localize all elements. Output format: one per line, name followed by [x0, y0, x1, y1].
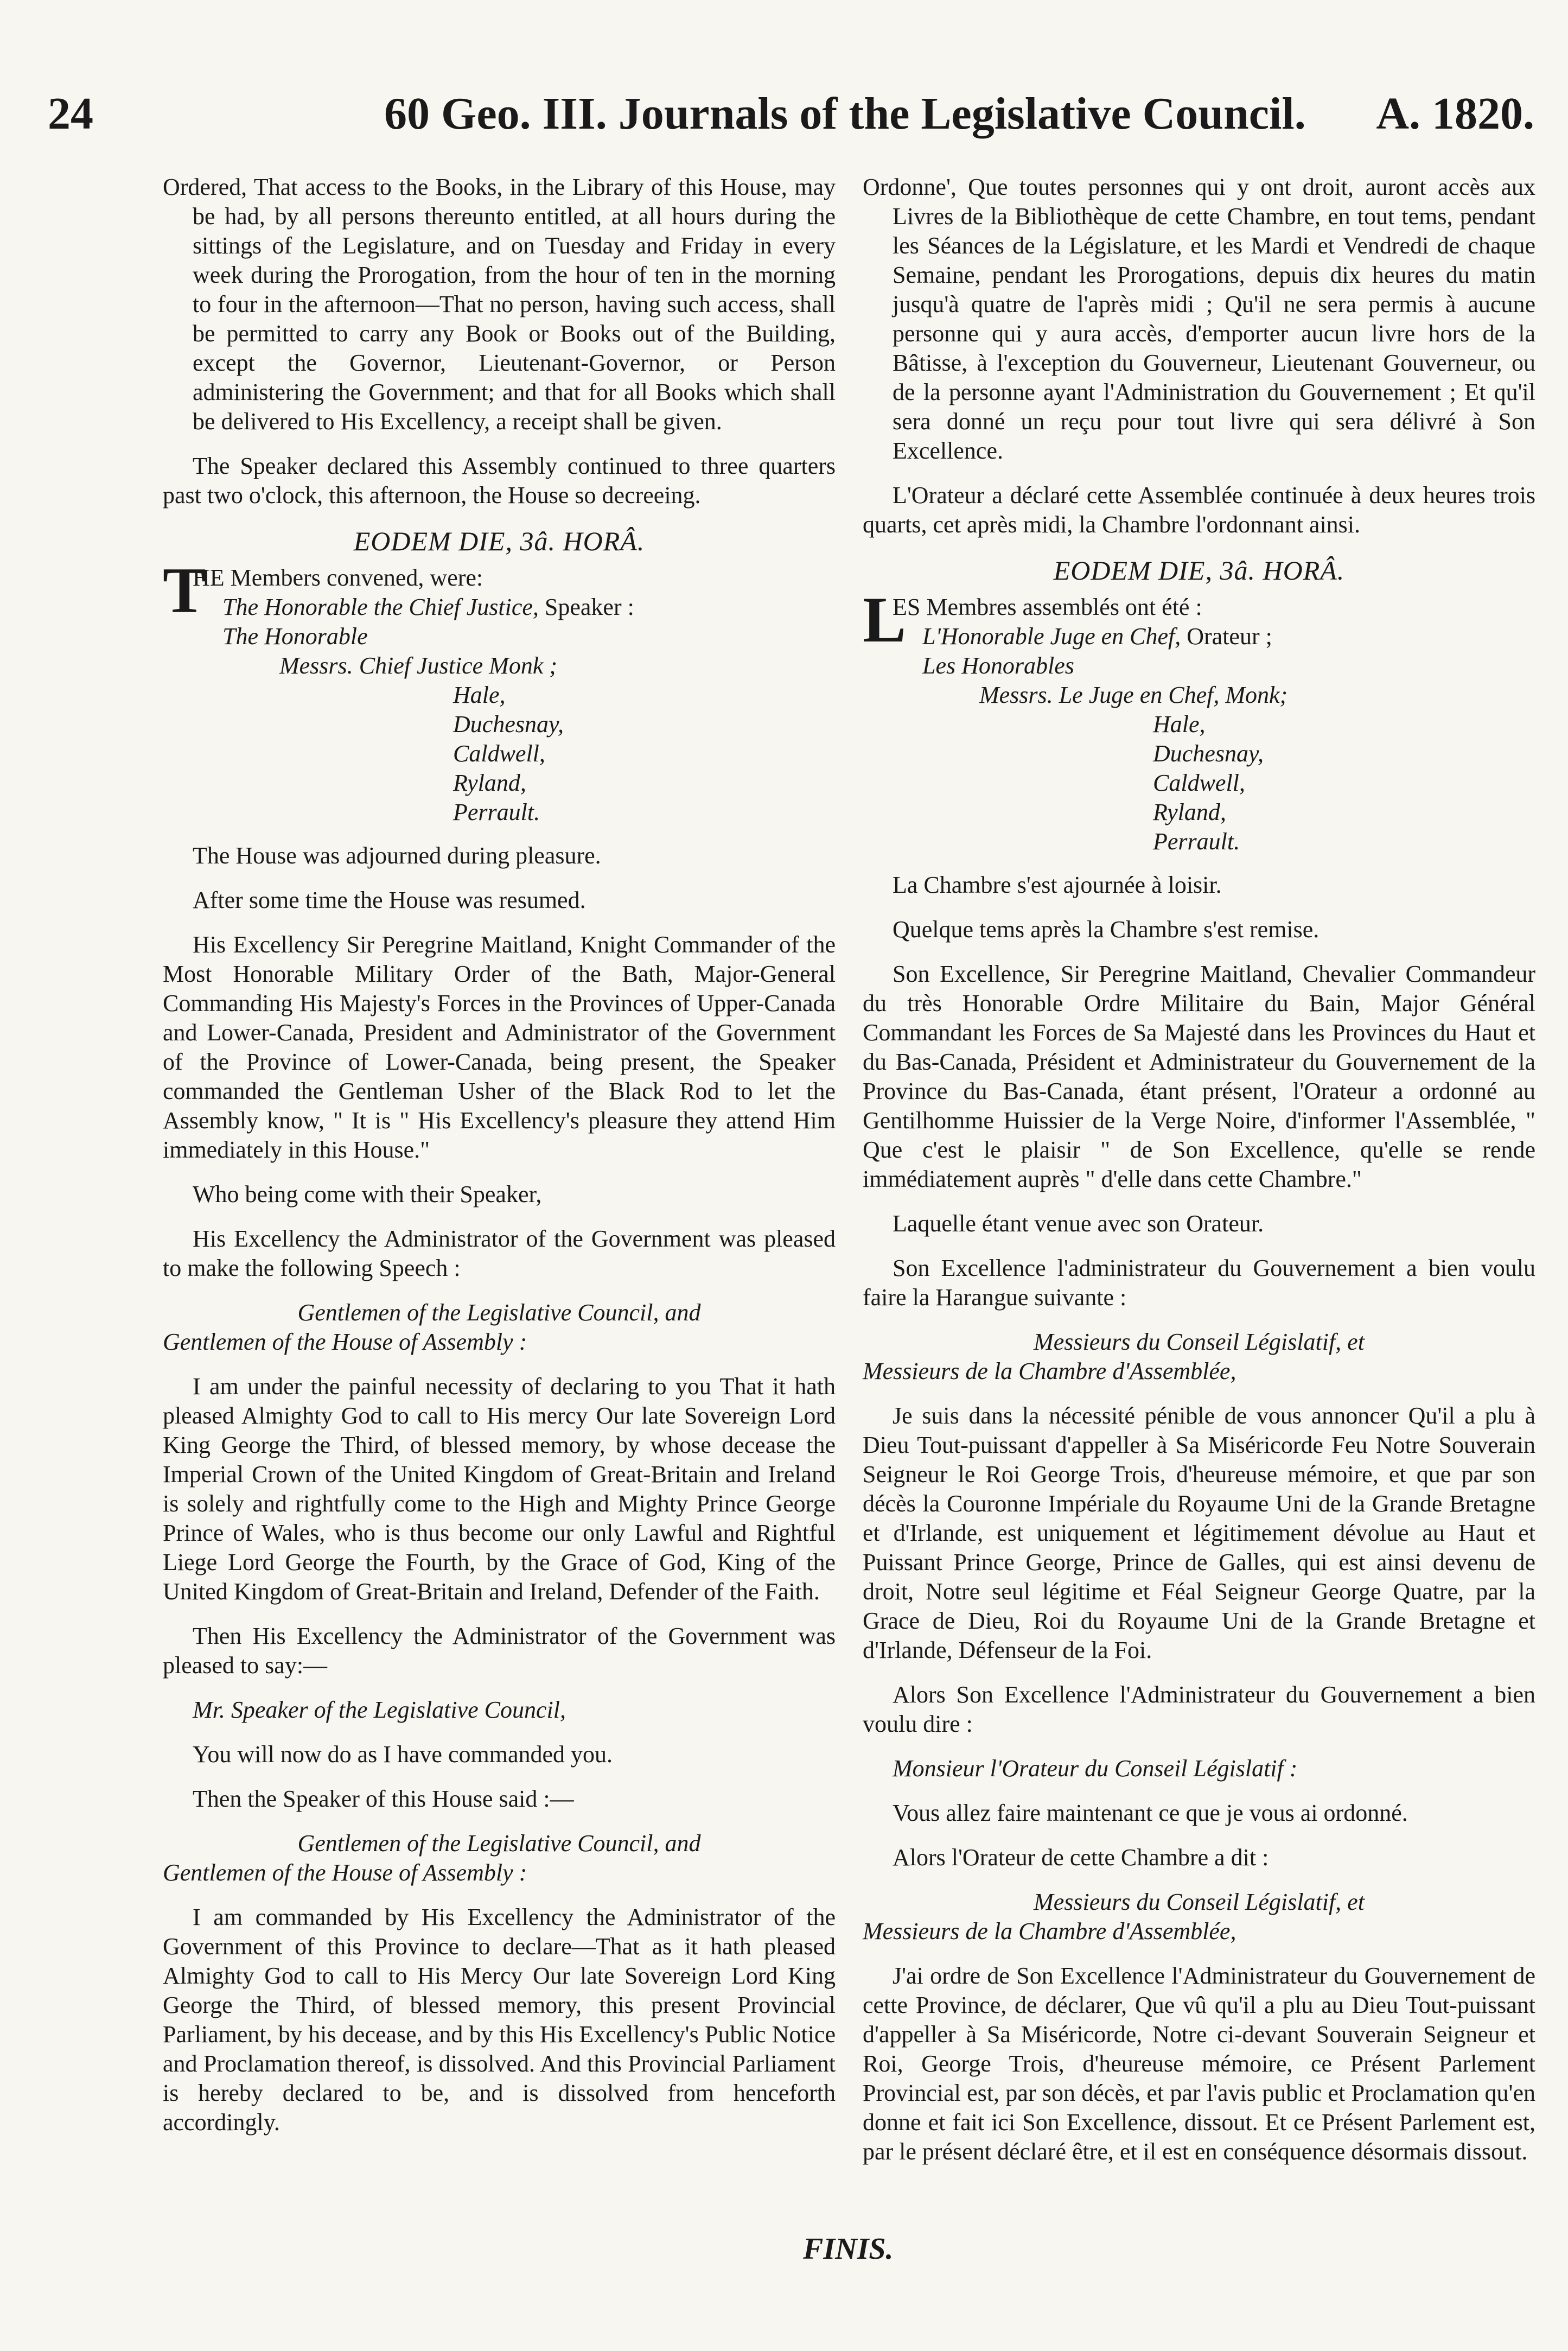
member-name: Caldwell, — [1153, 770, 1245, 796]
then-say-line: Alors Son Excellence l'Administrateur du Gouvernement a bien voulu dire : — [863, 1681, 1535, 1737]
french-column — [863, 173, 1535, 2213]
then-say-line: Then His Excellency the Administrator of the Government was pleased to say:— — [163, 1623, 836, 1679]
member-name: Duchesnay, — [1153, 740, 1264, 767]
messrs-label: Messrs. — [979, 682, 1053, 708]
resumed-line: Quelque tems après la Chambre s'est remise. — [893, 916, 1320, 943]
member-name: Le Juge en Chef, Monk; — [1059, 682, 1288, 708]
member-name: Ryland, — [453, 770, 526, 796]
members-block — [863, 583, 1535, 856]
address-line: Messieurs du Conseil Législatif, et — [1034, 1889, 1365, 1915]
members-list — [893, 622, 1535, 856]
dissolution-paragraph: J'ai ordre de Son Excellence l'Administrateur du Gouvernement de cette Province, de déclarer, Que vû qu'il a plu au Dieu Tout-puissant d'appeller à Sa Miséricorde, Notre ci-devant Souverain Seigneur et Roi, George Trois, d'heureuse mémoire, ce Présent Parlement Provincial est, par son décès, et par l'avis public et Proclamation qu'en donne et fait ici Son Excellence, dissout. Et ce Présent Parlement est, par le présent déclaré être, et il est en conséquence désormais dissout. — [863, 1962, 1535, 2165]
adjourned-line: La Chambre s'est ajournée à loisir. — [893, 872, 1222, 898]
drop-cap: T — [163, 554, 207, 626]
speech-paragraph: Je suis dans la nécessité pénible de vous annoncer Qu'il a plu à Dieu Tout-puissant d'appeller à Sa Miséricorde Feu Notre Souverain Seigneur le Roi George Trois, d'heureuse mémoire, et que par son décès la Couronne Impériale du Royaume Uni de la Grande Bretagne et d'Irlande, est uniquement et légitimement dévolue au Haut et Puissant Prince George, Prince de Galles, qui est ainsi devenu de droit, Notre seul légitime et Féal Seigneur George Quatre, par la Grace de Dieu, Roi du Royaume Uni de la Grande Bretagne et d'Irlande, Défenseur de la Foi. — [863, 1402, 1535, 1663]
mr-speaker-line: Mr. Speaker of the Legislative Council, — [193, 1696, 566, 1723]
resumed-line: After some time the House was resumed. — [193, 887, 586, 913]
address-line: Messieurs de la Chambre d'Assemblée, — [863, 1358, 1236, 1384]
speaker-declared-paragraph: The Speaker declared this Assembly continued to three quarters past two o'clock, this afternoon, the House so decreeing. — [163, 453, 836, 509]
members-list — [193, 593, 836, 827]
speaker-title: Speaker : — [544, 594, 634, 620]
who-being-line: Who being come with their Speaker, — [193, 1181, 542, 1208]
excellency-paragraph: Son Excellence, Sir Peregrine Maitland, Chevalier Commandeur du très Honorable Ordre Militaire du Bain, Major Général Commandant les Forces de Sa Majesté dans les Provinces du Haut et du Bas-Canada, Président et Administrateur du Gouvernement de la Province du Bas-Canada, étant présent, l'Orateur a ordonné au Gentilhomme Huissier de la Verge Noire, d'informer l'Assemblée, " Que c'est le plaisir " de Son Excellence, qu'elle se rende immédiatement auprès " d'elle dans cette Chambre." — [863, 961, 1535, 1192]
you-will-line: Vous allez faire maintenant ce que je vous ai ordonné. — [893, 1800, 1408, 1826]
member-name: Perrault. — [453, 799, 540, 825]
page-number: 24 — [48, 88, 93, 139]
english-column — [163, 173, 836, 2213]
order-paragraph: Ordered, That access to the Books, in the Library of this House, may be had, by all persons thereunto entitled, at all hours during the sittings of the Legislature, and on Tuesday and Friday in every week during the Prorogation, from the hour of ten in the morning to four in the afternoon—That no person, having such access, shall be permitted to carry any Book or Books out of the Building, except the Governor, Lieutenant-Governor, or Person administering the Government; and that for all Books which shall be delivered to His Excellency, a receipt shall be given. — [163, 174, 836, 435]
member-name: Hale, — [453, 682, 506, 708]
year-label: A. 1820. — [1376, 88, 1534, 139]
address-line: Messieurs du Conseil Législatif, et — [1034, 1329, 1365, 1355]
address-line: Gentlemen of the House of Assembly : — [163, 1329, 527, 1355]
adjourned-line: The House was adjourned during pleasure. — [193, 842, 601, 869]
drop-cap: L — [863, 583, 907, 656]
finis-label: FINIS. — [803, 2232, 894, 2266]
member-name: Duchesnay, — [453, 711, 564, 738]
members-block — [163, 554, 836, 827]
who-being-line: Laquelle étant venue avec son Orateur. — [893, 1210, 1264, 1237]
excellency-paragraph: His Excellency Sir Peregrine Maitland, Knight Commander of the Most Honorable Military Order of the Bath, Major-General Commanding His Majesty's Forces in the Provinces of Upper-Canada and Lower-Canada, President and Administrator of the Government of the Province of Lower-Canada, being present, the Speaker commanded the Gentleman Usher of the Black Rod to let the Assembly know, " It is " His Excellency's pleasure they attend Him immediately in this House." — [163, 931, 836, 1163]
speaker-title: Orateur ; — [1187, 623, 1272, 650]
then-speaker-line: Alors l'Orateur de cette Chambre a dit : — [893, 1844, 1269, 1871]
chief-justice: L'Honorable Juge en Chef, — [922, 623, 1181, 650]
order-paragraph: Ordonne', Que toutes personnes qui y ont droit, auront accès aux Livres de la Bibliothèque de cette Chambre, en tout tems, pendant les Séances de la Législature, et les Mardi et Vendredi de chaque Semaine, pendant les Prorogations, depuis dix heures du matin jusqu'à quatre de l'après midi ; Qu'il ne sera permis à aucune personne qui y aura accès, d'emporter aucun livre hors de la Bâtisse, à l'exception du Gouverneur, Lieutenant Gouverneur, ou de la personne ayant l'Administration du Gouvernement ; Et qu'il sera donné un reçu pour tout livre qui sera délivré à Son Excellence. — [863, 174, 1535, 464]
speaker-declared-paragraph: L'Orateur a déclaré cette Assemblée continuée à deux heures trois quarts, cet après midi, la Chambre l'ordonnant ainsi. — [863, 482, 1535, 538]
member-name: Perrault. — [1153, 828, 1240, 855]
chief-justice: The Honorable the Chief Justice, — [222, 594, 539, 620]
address-line: Gentlemen of the Legislative Council, and — [297, 1830, 701, 1857]
session-heading: EODEM DIE, 3â. HORÂ. — [353, 526, 645, 556]
page-title: 60 Geo. III. Journals of the Legislative Council. — [384, 88, 1306, 139]
address-line: Gentlemen of the Legislative Council, and — [297, 1299, 701, 1326]
messrs-label: Messrs. — [279, 652, 353, 679]
member-name: Chief Justice Monk ; — [359, 652, 558, 679]
honorable-label: Les Honorables — [922, 652, 1074, 679]
member-name: Ryland, — [1153, 799, 1226, 825]
running-header — [48, 81, 1534, 147]
honorable-label: The Honorable — [222, 623, 368, 650]
members-convened-line: ES Membres assemblés ont été : — [893, 594, 1202, 620]
address-line: Gentlemen of the House of Assembly : — [163, 1859, 527, 1886]
member-name: Hale, — [1153, 711, 1206, 738]
dissolution-paragraph: I am commanded by His Excellency the Administrator of the Government of this Province to declare—That as it hath pleased Almighty God to call to His Mercy Our late Sovereign Lord King George the Third, of blessed memory, this present Provincial Parliament, by his decease, and by this His Excellency's Public Notice and Proclamation thereof, is dissolved. And this Provincial Parliament is hereby declared to be, and is dissolved from henceforth accordingly. — [163, 1904, 836, 2136]
address-line: Messieurs de la Chambre d'Assemblée, — [863, 1918, 1236, 1945]
session-heading: EODEM DIE, 3â. HORÂ. — [1053, 555, 1345, 586]
member-name: Caldwell, — [453, 740, 545, 767]
members-convened-line: HE Members convened, were: — [193, 564, 483, 591]
mr-speaker-line: Monsieur l'Orateur du Conseil Législatif : — [893, 1755, 1298, 1782]
speech-paragraph: I am under the painful necessity of declaring to you That it hath pleased Almighty God to call to His mercy Our late Sovereign Lord King George the Third, of blessed memory, by whose decease the Imperial Crown of the United Kingdom of Great-Britain and Ireland is solely and rightfully come to the High and Mighty Prince George Prince of Wales, who is thus become our only Lawful and Rightful Liege Lord George the Fourth, by the Grace of God, King of the United Kingdom of Great-Britain and Ireland, Defender of the Faith. — [163, 1373, 836, 1605]
you-will-line: You will now do as I have commanded you. — [193, 1741, 613, 1768]
then-speaker-line: Then the Speaker of this House said :— — [193, 1786, 574, 1812]
administrator-speech-line: His Excellency the Administrator of the Government was pleased to make the following Speech : — [163, 1225, 836, 1281]
administrator-speech-line: Son Excellence l'administrateur du Gouvernement a bien voulu faire la Harangue suivante : — [863, 1255, 1535, 1311]
